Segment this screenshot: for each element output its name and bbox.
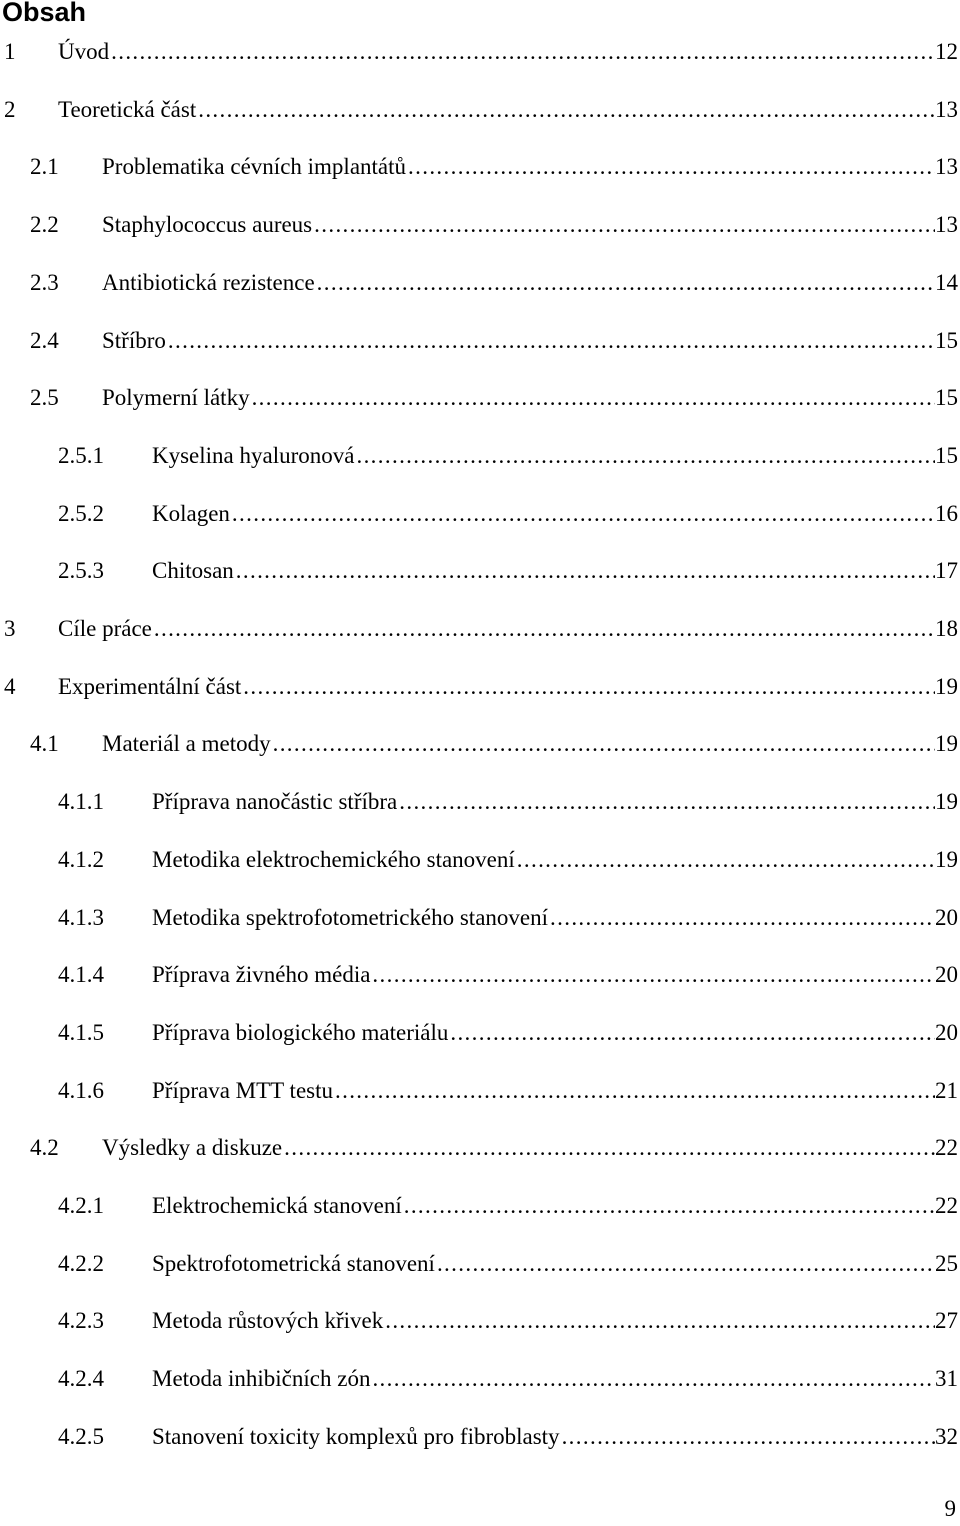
- toc-entry-page: 13: [935, 97, 958, 122]
- toc-entry-number: 2.1: [30, 154, 59, 179]
- toc-entry-title: Příprava nanočástic stříbra: [152, 789, 398, 814]
- toc-entry[interactable]: [58, 556, 960, 586]
- dot-leader: [152, 614, 935, 644]
- toc-entry-title: Teoretická část: [58, 97, 197, 122]
- toc-entry-number: 4.1.4: [58, 962, 104, 987]
- toc-entry-title: Příprava biologického materiálu: [152, 1020, 449, 1045]
- toc-entry-page: 20: [935, 905, 958, 930]
- toc-entry-title: Metodika spektrofotometrického stanovení: [152, 905, 549, 930]
- toc-entry[interactable]: [4, 614, 960, 644]
- toc-entry[interactable]: [30, 383, 960, 413]
- toc-entry[interactable]: [58, 1076, 960, 1106]
- toc-entry[interactable]: [30, 210, 960, 240]
- dot-leader: [354, 441, 935, 471]
- dot-leader: [435, 1249, 935, 1279]
- toc-entry-page: 27: [935, 1308, 958, 1333]
- dot-leader: [250, 383, 935, 413]
- toc-entry[interactable]: [30, 268, 960, 298]
- toc-entry-title: Cíle práce: [58, 616, 152, 641]
- dot-leader: [109, 37, 935, 67]
- toc-entry-page: 22: [935, 1193, 958, 1218]
- toc-entry-number: 2.3: [30, 270, 59, 295]
- dot-leader: [230, 499, 935, 529]
- toc-entry[interactable]: [58, 1191, 960, 1221]
- toc-entry-page: 19: [935, 731, 958, 756]
- toc-entry[interactable]: [30, 152, 960, 182]
- toc-entry-title: Polymerní látky: [102, 385, 250, 410]
- toc-entry[interactable]: [58, 1422, 960, 1452]
- toc-entry[interactable]: [30, 326, 960, 356]
- toc-entry-page: 19: [935, 847, 958, 872]
- toc-entry-page: 15: [935, 385, 958, 410]
- toc-entry-title: Experimentální část: [58, 674, 242, 699]
- toc-entry-page: 14: [935, 270, 958, 295]
- toc-heading: Obsah: [2, 0, 87, 27]
- dot-leader: [241, 672, 935, 702]
- toc-entry-number: 4.2: [30, 1135, 59, 1160]
- toc-entry-number: 4.2.4: [58, 1366, 104, 1391]
- toc-entry-number: 4.2.2: [58, 1251, 104, 1276]
- toc-entry-page: 12: [935, 39, 958, 64]
- toc-entry-page: 19: [935, 674, 958, 699]
- toc-entry-number: 4.1.3: [58, 905, 104, 930]
- toc-entry-title: Antibiotická rezistence: [102, 270, 315, 295]
- toc-entry-page: 21: [935, 1078, 958, 1103]
- toc-entry-number: 4.1.1: [58, 789, 104, 814]
- toc-entry[interactable]: [30, 1133, 960, 1163]
- dot-leader: [397, 787, 935, 817]
- dot-leader: [515, 845, 935, 875]
- toc-entry-number: 2.4: [30, 328, 59, 353]
- toc-entry-number: 4.2.1: [58, 1193, 104, 1218]
- dot-leader: [196, 95, 935, 125]
- toc-entry-title: Úvod: [58, 39, 110, 64]
- toc-entry-number: 2.2: [30, 212, 59, 237]
- toc-entry-title: Stříbro: [102, 328, 166, 353]
- toc-entry[interactable]: [58, 1364, 960, 1394]
- dot-leader: [448, 1018, 935, 1048]
- toc-entry-page: 17: [935, 558, 958, 583]
- toc-entry-title: Stanovení toxicity komplexů pro fibroblasty: [152, 1424, 560, 1449]
- toc-entry-page: 31: [935, 1366, 958, 1391]
- toc-entry[interactable]: [58, 1306, 960, 1336]
- toc-entry-number: 2.5.1: [58, 443, 104, 468]
- dot-leader: [333, 1076, 935, 1106]
- dot-leader: [548, 903, 935, 933]
- toc-entry[interactable]: [30, 729, 960, 759]
- toc-entry-title: Kyselina hyaluronová: [152, 443, 355, 468]
- toc-entry-title: Metodika elektrochemického stanovení: [152, 847, 515, 872]
- toc-entry-number: 4.1.5: [58, 1020, 104, 1045]
- toc-entry[interactable]: [58, 960, 960, 990]
- toc-entry-page: 16: [935, 501, 958, 526]
- toc-entry[interactable]: [58, 441, 960, 471]
- dot-leader: [370, 960, 935, 990]
- toc-entry-title: Staphylococcus aureus: [102, 212, 313, 237]
- toc-entry-page: 22: [935, 1135, 958, 1160]
- dot-leader: [406, 152, 935, 182]
- toc-entry-page: 15: [935, 443, 958, 468]
- toc-entry-number: 1: [4, 39, 16, 64]
- toc-entry[interactable]: [58, 845, 960, 875]
- toc-entry-title: Příprava živného média: [152, 962, 371, 987]
- toc-entry-title: Výsledky a diskuze: [102, 1135, 283, 1160]
- dot-leader: [234, 556, 935, 586]
- toc-entry-number: 2: [4, 97, 16, 122]
- toc-entry-title: Elektrochemická stanovení: [152, 1193, 402, 1218]
- toc-entry-title: Chitosan: [152, 558, 234, 583]
- dot-leader: [315, 268, 935, 298]
- toc-entry-number: 4.1.2: [58, 847, 104, 872]
- toc-entry[interactable]: [58, 499, 960, 529]
- toc-entry-page: 13: [935, 154, 958, 179]
- toc-entry[interactable]: [4, 672, 960, 702]
- toc-entry-number: 3: [4, 616, 16, 641]
- toc-entry-page: 20: [935, 962, 958, 987]
- toc-entry-page: 15: [935, 328, 958, 353]
- toc-entry[interactable]: [4, 95, 960, 125]
- toc-entry-page: 32: [935, 1424, 958, 1449]
- dot-leader: [560, 1422, 935, 1452]
- toc-entry-page: 19: [935, 789, 958, 814]
- page-number: 9: [944, 1496, 956, 1521]
- toc-entry-number: 4.1: [30, 731, 59, 756]
- dot-leader: [166, 326, 935, 356]
- toc-entry[interactable]: [58, 1249, 960, 1279]
- dot-leader: [402, 1191, 935, 1221]
- toc-entry-page: 13: [935, 212, 958, 237]
- toc-entry-title: Kolagen: [152, 501, 230, 526]
- toc-entry-number: 4: [4, 674, 16, 699]
- toc-entry-title: Metoda růstových křivek: [152, 1308, 384, 1333]
- toc-entry-page: 20: [935, 1020, 958, 1045]
- toc-entry-title: Materiál a metody: [102, 731, 271, 756]
- dot-leader: [271, 729, 935, 759]
- toc-entry[interactable]: [4, 37, 960, 67]
- toc-entry-title: Spektrofotometrická stanovení: [152, 1251, 435, 1276]
- toc-entry[interactable]: [58, 903, 960, 933]
- toc-entry-number: 4.1.6: [58, 1078, 104, 1103]
- dot-leader: [370, 1364, 935, 1394]
- toc-entry-title: Problematika cévních implantátů: [102, 154, 407, 179]
- toc-entry-page: 25: [935, 1251, 958, 1276]
- dot-leader: [312, 210, 935, 240]
- toc-entry-title: Příprava MTT testu: [152, 1078, 333, 1103]
- dot-leader: [282, 1133, 935, 1163]
- dot-leader: [383, 1306, 935, 1336]
- toc-entry-number: 2.5.2: [58, 501, 104, 526]
- toc-entry-number: 2.5.3: [58, 558, 104, 583]
- toc-entry[interactable]: [58, 787, 960, 817]
- toc-entry[interactable]: [58, 1018, 960, 1048]
- toc-entry-number: 4.2.5: [58, 1424, 104, 1449]
- toc-entry-number: 2.5: [30, 385, 59, 410]
- toc-entry-title: Metoda inhibičních zón: [152, 1366, 371, 1391]
- toc-entry-page: 18: [935, 616, 958, 641]
- toc-entry-number: 4.2.3: [58, 1308, 104, 1333]
